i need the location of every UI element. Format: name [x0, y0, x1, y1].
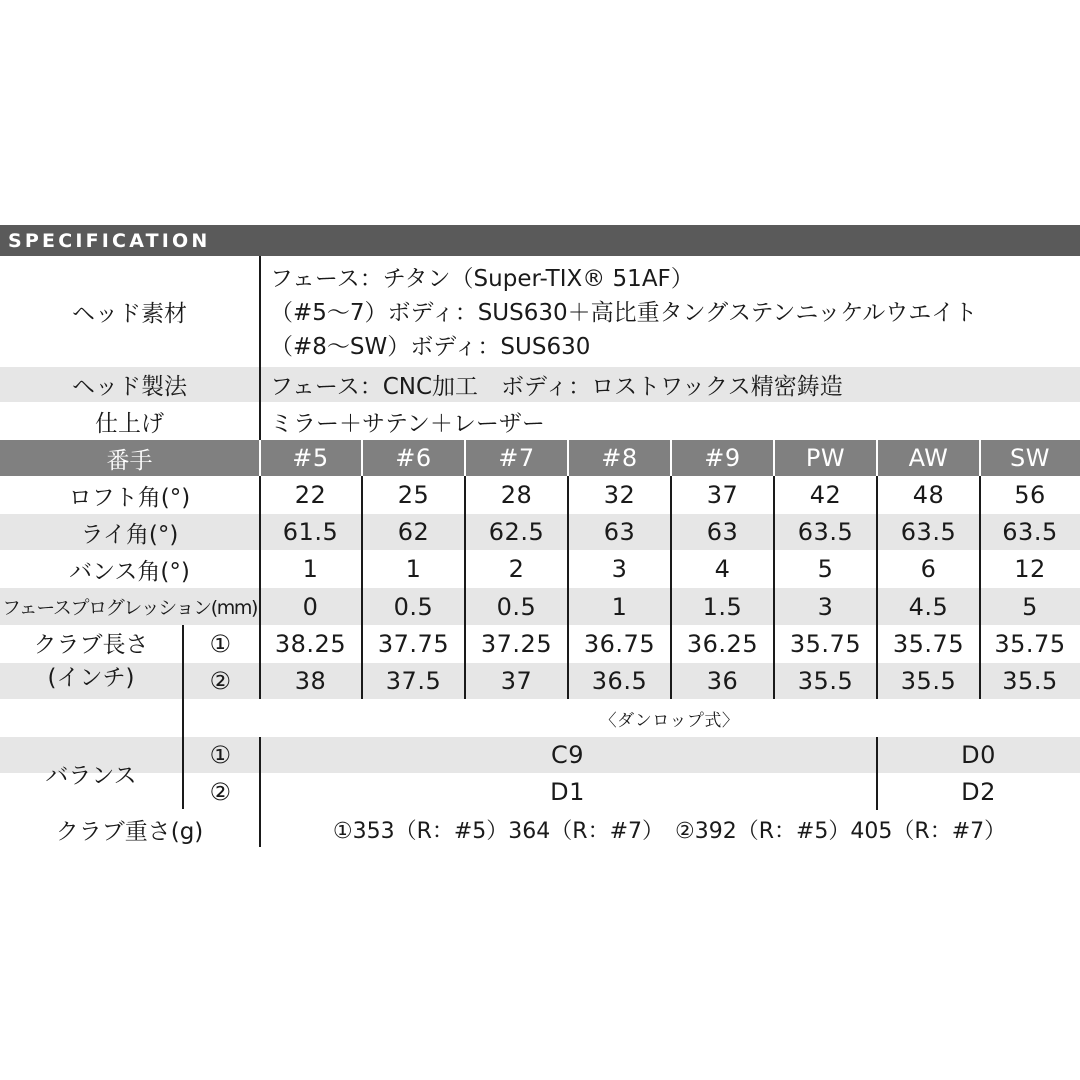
club-length-cell: 36.25 [686, 630, 759, 658]
face-progression-cell: 1 [611, 592, 628, 621]
club-length-note: 〈ダンロップ式〉 [599, 710, 740, 731]
loft-cell: 56 [1014, 481, 1046, 509]
number-cell: SW [1010, 444, 1050, 472]
finish-label: 仕上げ [95, 410, 164, 437]
lie-label: ライ角(°) [80, 521, 179, 548]
balance-wedges-2: D2 [961, 777, 996, 806]
head-material-line2: （#5～7）ボディ：SUS630＋高比重タングステンニッケルウエイト [270, 299, 978, 326]
balance-irons-2: D1 [550, 777, 585, 806]
club-length-cell: 36.75 [583, 630, 656, 658]
club-length-cell: 37.75 [377, 630, 450, 658]
loft-cell: 28 [500, 481, 533, 509]
face-progression-cell: 1.5 [702, 592, 743, 621]
club-length-cell: 36.5 [591, 667, 648, 695]
head-material-line3: （#8～SW）ボディ：SUS630 [270, 333, 591, 360]
finish-value: ミラー＋サテン＋レーザー [270, 410, 545, 437]
club-length-label [0, 625, 182, 699]
loft-label: ロフト角(°) [68, 484, 191, 511]
club-length-cell: 37.5 [385, 667, 442, 695]
lie-cell: 63 [706, 518, 739, 546]
face-progression-cell: 0.5 [496, 592, 537, 621]
club-length-label-line2: (インチ) [47, 665, 135, 691]
face-progression-cell: 3 [817, 592, 834, 621]
club-weight-label: クラブ重さ(g) [55, 818, 204, 845]
face-progression-cell: 0.5 [393, 592, 434, 621]
loft-cell: 37 [706, 481, 739, 509]
number-cell: #5 [292, 444, 329, 472]
lie-cell: 63.5 [797, 518, 854, 546]
club-length-cell: 37 [500, 667, 533, 695]
club-length-cell: 35.5 [900, 667, 957, 695]
club-length-marker-2: ② [209, 667, 232, 695]
balance-marker-1: ① [209, 741, 232, 769]
number-cell: #8 [601, 444, 638, 472]
divider-label-col [259, 256, 261, 440]
number-cell: #7 [498, 444, 535, 472]
club-length-label-line1: クラブ長さ [33, 632, 149, 658]
loft-cell: 42 [809, 481, 842, 509]
face-progression-cell: 4.5 [908, 592, 949, 621]
bounce-cell: 12 [1014, 555, 1046, 583]
club-length-marker-1: ① [209, 630, 232, 658]
club-length-cell: 37.25 [480, 630, 553, 658]
lie-cell: 61.5 [282, 518, 339, 546]
spec-title: SPECIFICATION [8, 230, 211, 252]
bounce-cell: 1 [302, 555, 319, 583]
bounce-cell: 1 [405, 555, 422, 583]
head-method-label: ヘッド製法 [72, 374, 187, 400]
lie-cell: 62.5 [488, 518, 545, 546]
number-cell: #6 [395, 444, 432, 472]
lie-cell: 62 [397, 518, 430, 546]
number-cell: PW [805, 444, 846, 472]
bounce-cell: 5 [817, 555, 834, 583]
lie-cell: 63.5 [900, 518, 957, 546]
head-material-line1: フェース：チタン（Super-TIX® 51AF） [270, 265, 694, 292]
club-length-cell: 35.5 [1002, 667, 1058, 695]
face-progression-label: フェースプログレッション(mm) [2, 597, 257, 619]
bounce-cell: 4 [714, 555, 731, 583]
bounce-cell: 3 [611, 555, 628, 583]
loft-cell: 25 [397, 481, 430, 509]
loft-cell: 48 [912, 481, 945, 509]
balance-irons-1: C9 [550, 741, 585, 769]
balance-label: バランス [45, 763, 137, 789]
head-method-value: フェース：CNC加工 ボディ：ロストワックス精密鋳造 [270, 374, 843, 400]
balance-marker-2: ② [209, 777, 232, 806]
number-cell: #9 [704, 444, 741, 472]
club-length-cell: 35.75 [789, 630, 862, 658]
club-length-cell: 38.25 [274, 630, 347, 658]
lie-cell: 63 [603, 518, 636, 546]
number-cell: AW [908, 444, 949, 472]
bounce-label: バンス角(°) [69, 558, 190, 585]
balance-wedges-1: D0 [961, 741, 996, 769]
club-length-cell: 36 [706, 667, 739, 695]
numbers-label: 番手 [106, 447, 153, 474]
club-length-cell: 35.75 [892, 630, 965, 658]
club-weight-value: ①353（R：#5）364（R：#7） ②392（R：#5）405（R：#7） [332, 818, 1007, 844]
lie-cell: 63.5 [1002, 518, 1058, 546]
head-material-label: ヘッド素材 [72, 301, 187, 327]
face-progression-cell: 5 [1022, 592, 1038, 621]
club-length-cell: 35.75 [994, 630, 1066, 658]
bounce-cell: 2 [508, 555, 525, 583]
club-length-cell: 38 [294, 667, 327, 695]
bounce-cell: 6 [920, 555, 937, 583]
loft-cell: 32 [603, 481, 636, 509]
loft-cell: 22 [294, 481, 327, 509]
club-length-cell: 35.5 [797, 667, 854, 695]
face-progression-cell: 0 [302, 592, 319, 621]
